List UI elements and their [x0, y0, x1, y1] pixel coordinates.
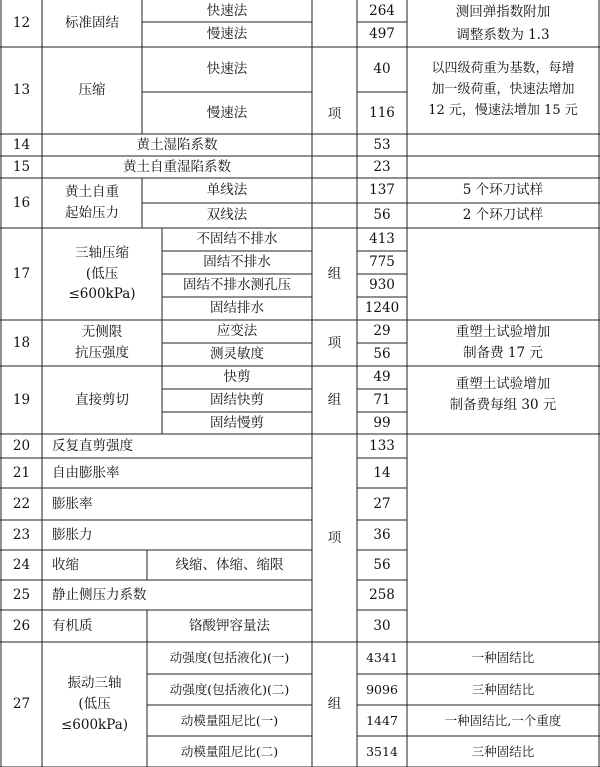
item-name: 膨胀力: [52, 526, 93, 543]
item-name: 黄土自重 起始压力: [65, 184, 119, 221]
note-cell: 一种固结比,一个重度: [444, 712, 562, 728]
row-number: 20: [12, 437, 31, 454]
method-cell: 快速法: [206, 61, 248, 78]
row-number: 13: [12, 82, 31, 99]
price-cell: 1447: [366, 712, 398, 728]
row-number: 19: [12, 391, 31, 408]
price-cell: 29: [373, 323, 391, 340]
item-name: 振动三轴 (低压 ≤600kPa): [60, 675, 129, 733]
method-cell: 动模量阻尼比(一): [180, 712, 279, 728]
method-cell: 铬酸钾容量法: [189, 617, 270, 634]
row-number: 12: [12, 15, 31, 32]
row-number: 18: [12, 334, 31, 351]
price-cell: 413: [369, 231, 395, 248]
price-cell: 497: [369, 26, 395, 43]
unit-cell: 项: [327, 105, 342, 122]
row-number: 16: [12, 194, 31, 211]
item-name: 三轴压缩 (低压 ≤600kPa): [68, 244, 136, 303]
price-cell: 14: [373, 464, 391, 481]
method-cell: 线缩、体缩、缩限: [175, 556, 284, 573]
price-cell: 775: [369, 254, 395, 271]
method-cell: 慢速法: [206, 104, 248, 121]
price-cell: 30: [373, 617, 391, 634]
unit-cell: 组: [327, 265, 342, 282]
method-cell: 单线法: [206, 182, 248, 199]
price-cell: 930: [369, 277, 395, 294]
item-name: 膨胀率: [52, 495, 93, 512]
item-name: 收缩: [52, 556, 79, 573]
note-cell: 重塑土试验增加 制备费 17 元: [455, 324, 551, 361]
item-name: 黄土湿陷系数: [136, 136, 218, 153]
item-name: 黄土自重湿陷系数: [123, 158, 231, 175]
note-cell: 一种固结比: [471, 650, 535, 666]
row-number: 24: [12, 556, 31, 573]
method-cell: 慢速法: [206, 26, 248, 43]
row-number: 23: [12, 526, 31, 543]
method-cell: 不固结不排水: [196, 231, 278, 248]
item-name: 压缩: [78, 82, 106, 99]
item-name: 标准固结: [65, 15, 119, 32]
item-name: 有机质: [52, 617, 93, 634]
unit-cell: 项: [327, 529, 342, 546]
price-cell: 3514: [366, 743, 398, 759]
note-cell: 三种固结比: [471, 681, 535, 697]
unit-cell: 组: [327, 696, 342, 713]
price-cell: 56: [373, 207, 391, 224]
price-cell: 23: [373, 158, 391, 175]
price-cell: 71: [373, 392, 391, 409]
method-cell: 固结不排水测孔压: [183, 277, 291, 294]
row-number: 21: [12, 464, 31, 481]
price-cell: 40: [373, 61, 391, 78]
unit-cell: 项: [327, 334, 342, 351]
price-cell: 133: [369, 437, 395, 454]
row-number: 25: [12, 586, 31, 603]
method-cell: 固结慢剪: [210, 414, 264, 431]
row-number: 15: [12, 158, 31, 175]
price-cell: 4341: [366, 650, 398, 666]
price-cell: 258: [369, 586, 395, 603]
price-cell: 9096: [366, 681, 398, 697]
price-cell: 56: [373, 556, 391, 573]
method-cell: 快剪: [223, 369, 251, 386]
method-cell: 固结排水: [210, 300, 264, 317]
item-name: 自由膨胀率: [52, 464, 120, 481]
row-number: 22: [12, 495, 31, 512]
method-cell: 固结快剪: [210, 392, 264, 409]
price-cell: 49: [373, 369, 391, 386]
price-cell: 36: [373, 526, 391, 543]
price-cell: 53: [373, 136, 391, 153]
price-cell: 264: [369, 2, 395, 19]
note-cell: 2 个环刀试样: [462, 207, 544, 224]
price-cell: 56: [373, 346, 391, 363]
method-cell: 测灵敏度: [210, 346, 264, 363]
row-number: 14: [12, 136, 31, 153]
price-cell: 99: [373, 414, 391, 431]
method-cell: 动强度(包括液化)(二): [169, 681, 290, 697]
note-cell: 重塑土试验增加 制备费每组 30 元: [449, 376, 557, 413]
note-cell: 以四级荷重为基数，每增 加一级荷重，快速法增加 12 元，慢速法增加 15 元: [428, 61, 578, 118]
unit-cell: 组: [327, 391, 342, 408]
price-cell: 27: [373, 495, 391, 512]
price-cell: 116: [369, 104, 395, 121]
note-cell: 测回弹指数附加 调整系数为 1.3: [455, 4, 551, 43]
method-cell: 快速法: [206, 2, 248, 19]
method-cell: 双线法: [206, 207, 248, 224]
price-cell: 137: [369, 182, 395, 199]
method-cell: 动强度(包括液化)(一): [169, 650, 290, 666]
item-name: 无侧限 抗压强度: [75, 324, 129, 361]
row-number: 27: [12, 696, 31, 713]
item-name: 反复直剪强度: [52, 437, 133, 454]
price-cell: 1240: [364, 300, 400, 317]
item-name: 静止侧压力系数: [52, 586, 147, 603]
method-cell: 应变法: [216, 323, 258, 340]
item-name: 直接剪切: [75, 391, 129, 408]
method-cell: 固结不排水: [203, 254, 271, 271]
method-cell: 动模量阻尼比(二): [180, 743, 279, 759]
row-number: 17: [12, 265, 31, 282]
row-number: 26: [12, 617, 31, 634]
note-cell: 三种固结比: [471, 743, 535, 759]
note-cell: 5 个环刀试样: [462, 182, 544, 199]
